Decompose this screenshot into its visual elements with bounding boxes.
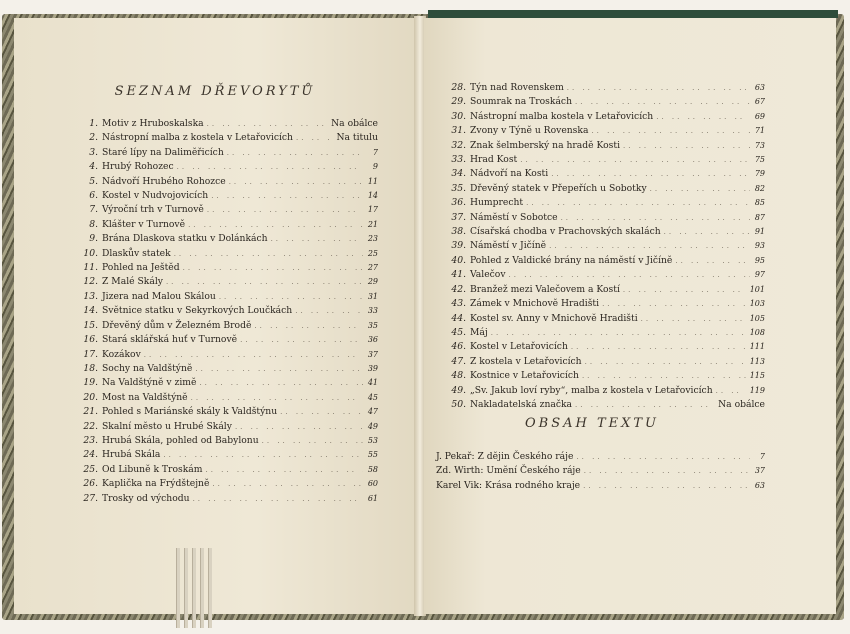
entry-number: 29. [451, 96, 466, 108]
dot-leader [207, 118, 329, 131]
entry-title: Nakladatelská značka [470, 398, 573, 410]
entry-number: 46. [451, 341, 466, 353]
entry-page-number: 61 [367, 493, 378, 503]
entry-page-number: 53 [367, 435, 378, 445]
entry-number: 10. [83, 247, 98, 259]
entry-title: Most na Valdštýnĕ [102, 391, 188, 403]
dot-leader [254, 320, 363, 333]
toc-entry [82, 492, 378, 506]
entry-number: 16. [83, 334, 98, 346]
entry-title: Dřevĕný statek v Přepeřích u Sobotky [470, 182, 647, 194]
entry-number: 44. [451, 312, 466, 324]
entry-number: 14. [83, 305, 98, 317]
entry-page-number: 111 [749, 342, 765, 352]
dot-leader [207, 204, 363, 217]
entry-page-number: 14 [367, 191, 378, 201]
entry-page-number: 25 [367, 248, 378, 258]
toc-entry [82, 117, 378, 131]
entry-page-number: Na obálce [718, 398, 765, 410]
dot-leader [526, 197, 750, 210]
toc-entry [450, 398, 765, 412]
entry-page-number: 9 [372, 162, 378, 172]
entry-number: 47. [451, 355, 466, 367]
woodcut-list-title: SEZNAM DŘEVORYTŮ [114, 84, 316, 99]
entry-title: Hrubý Rohozec [102, 161, 174, 173]
toc-entry [82, 131, 378, 145]
entry-title: Z kostela v Letařovicích [470, 355, 582, 367]
dot-leader [491, 327, 747, 340]
toc-entry [82, 405, 378, 419]
dot-leader [183, 262, 363, 275]
dot-leader [575, 399, 715, 412]
entry-title: Hrubá Skála, pohled od Babylonu [102, 434, 259, 446]
entry-number: 3. [89, 146, 98, 158]
entry-page-number: 82 [754, 183, 765, 193]
dot-leader [576, 451, 750, 464]
dot-leader [650, 183, 750, 196]
toc-entry [82, 146, 378, 160]
entry-page-number: 29 [367, 277, 378, 287]
dot-leader [240, 334, 363, 347]
entry-title: Znak šelmberský na hradĕ Kosti [470, 139, 621, 151]
entry-number: 24. [83, 449, 98, 461]
entry-title: Kostel sv. Anny v Mnichovĕ Hradišti [470, 312, 638, 324]
entry-page-number: 23 [367, 234, 378, 244]
dot-leader [585, 356, 747, 369]
entry-page-number: 108 [749, 327, 765, 337]
entry-title: Námĕstí v Sobotce [470, 211, 558, 223]
entry-number: 33. [451, 154, 466, 166]
dot-leader [211, 190, 363, 203]
dot-leader [583, 480, 750, 493]
dot-leader [623, 284, 747, 297]
dot-leader [144, 349, 363, 362]
entry-title: Týn nad Rovenskem [470, 82, 564, 93]
toc-entry [450, 110, 765, 124]
entry-number: 50. [451, 398, 466, 410]
dot-leader [166, 276, 363, 289]
entry-number: 8. [89, 218, 98, 230]
entry-page-number: 63 [754, 83, 765, 92]
bookmark-ribbons[interactable] [172, 548, 216, 628]
entry-page-number: 37 [367, 349, 378, 359]
entry-number: 34. [451, 168, 466, 180]
entry-title: Na Valdštýnĕ v zimĕ [102, 377, 197, 389]
dot-leader [296, 132, 333, 145]
toc-entry [82, 203, 378, 217]
toc-entry [450, 312, 765, 326]
toc-entry [82, 448, 378, 462]
entry-page-number: 67 [754, 97, 765, 107]
entry-number: 32. [451, 139, 466, 151]
entry-title: Zvony v Týnĕ u Rovenska [470, 125, 589, 137]
entry-page-number: 27 [367, 263, 378, 273]
dot-leader [195, 363, 363, 376]
entry-title: Zámek v Mnichovĕ Hradišti [470, 298, 600, 310]
entry-title: Kostel v Letařovicích [470, 341, 568, 353]
entry-title: Humprecht [470, 197, 524, 209]
toc-entry [450, 95, 765, 109]
entry-title: Výroční trh v Turnově [102, 204, 204, 216]
toc-entry [450, 384, 765, 398]
entry-page-number: 63 [754, 480, 765, 490]
toc-entry [450, 196, 765, 210]
dot-leader [656, 111, 750, 124]
entry-title: Svĕtnice statku v Sekyrkových Loučkách [102, 305, 293, 317]
entry-title: Námĕstí v Jičínĕ [470, 240, 547, 252]
entry-number: 25. [83, 463, 98, 475]
toc-entry [82, 189, 378, 203]
entry-number: 30. [451, 110, 466, 122]
entry-number: 37. [451, 211, 466, 223]
toc-entry [82, 362, 378, 376]
entry-page-number: 11 [367, 176, 378, 186]
toc-entry [450, 182, 765, 196]
dot-leader [199, 377, 363, 390]
dot-leader [212, 478, 363, 491]
entry-page-number: 33 [367, 306, 378, 316]
toc-entry [450, 326, 765, 340]
woodcut-list-continued [450, 81, 765, 412]
entry-number: 17. [83, 348, 98, 360]
dot-leader [262, 435, 363, 448]
entry-page-number: 95 [754, 255, 765, 265]
entry-page-number: 75 [754, 155, 765, 165]
entry-page-number: 115 [749, 371, 765, 381]
dot-leader [174, 248, 363, 261]
entry-number: 18. [83, 362, 98, 374]
entry-number: 40. [451, 254, 466, 266]
dot-leader [177, 161, 363, 174]
dot-leader [509, 269, 750, 282]
entry-number: 43. [451, 298, 466, 310]
entry-number: 38. [451, 226, 466, 238]
entry-page-number: 101 [749, 284, 765, 294]
entry-title: Císařská chodba v Prachovských skalách [470, 226, 661, 238]
entry-page-number: 85 [754, 198, 765, 208]
entry-title: Z Malé Skály [102, 276, 163, 288]
toc-entry [436, 464, 765, 478]
toc-entry [82, 304, 378, 318]
entry-title: Klášter v Turnově [102, 218, 186, 230]
woodcut-list [82, 117, 378, 506]
entry-page-number: Na obálce [331, 118, 378, 129]
toc-entry [450, 139, 765, 153]
dot-leader [602, 298, 747, 311]
entry-number: 49. [451, 384, 466, 396]
dot-leader [235, 421, 363, 434]
entry-title: Sochy na Valdštýnĕ [102, 362, 193, 374]
entry-page-number: 105 [749, 313, 765, 323]
entry-number: 28. [451, 82, 466, 93]
toc-entry [82, 261, 378, 275]
entry-number: 12. [83, 276, 98, 288]
entry-page-number: 103 [749, 299, 765, 309]
entry-title: Pohled s Mariánské skály k Valdštýnu [102, 406, 278, 418]
entry-title: Karel Vik: Krása rodného kraje [436, 479, 581, 491]
entry-page-number: 113 [749, 356, 765, 366]
dot-leader [271, 233, 363, 246]
entry-page-number: 41 [367, 378, 378, 388]
entry-page-number: 71 [754, 126, 765, 136]
entry-title: Kaplička na Frýdštejnĕ [102, 478, 210, 490]
dot-leader [567, 82, 750, 95]
dot-leader [641, 313, 747, 326]
toc-entry [450, 297, 765, 311]
dot-leader [551, 168, 750, 181]
dot-leader [623, 140, 750, 153]
toc-entry [82, 160, 378, 174]
entry-title: Hrubá Skála [102, 449, 161, 461]
entry-number: 45. [451, 326, 466, 338]
entry-page-number: 7 [372, 147, 378, 157]
toc-entry [450, 211, 765, 225]
entry-title: Motiv z Hruboskalska [102, 118, 204, 129]
entry-number: 21. [83, 406, 98, 418]
entry-page-number: 73 [754, 140, 765, 150]
dot-leader [584, 465, 750, 478]
toc-entry [436, 479, 765, 493]
entry-number: 31. [451, 125, 466, 137]
toc-entry [450, 153, 765, 167]
toc-entry [450, 268, 765, 282]
entry-title: Dřevĕný dům v Železném Brodĕ [102, 319, 252, 331]
toc-entry [436, 450, 765, 464]
entry-title: „Sv. Jakub loví ryby“, malba z kostela v Letařovicích [470, 384, 713, 396]
entry-title: Soumrak na Troskách [470, 96, 573, 108]
dot-leader [219, 291, 363, 304]
entry-page-number: 31 [367, 291, 378, 301]
dot-leader [229, 176, 363, 189]
entry-page-number: 87 [754, 212, 765, 222]
entry-title: Zd. Wirth: Umĕní Českého ráje [436, 465, 581, 477]
entry-page-number: 55 [367, 450, 378, 460]
entry-number: 6. [89, 190, 98, 202]
entry-page-number: 93 [754, 241, 765, 251]
entry-title: J. Pekař: Z dĕjin Českého ráje [436, 451, 574, 462]
entry-number: 9. [89, 233, 98, 245]
entry-number: 42. [451, 283, 466, 295]
toc-entry [82, 420, 378, 434]
entry-number: 48. [451, 370, 466, 382]
toc-entry [450, 239, 765, 253]
toc-entry [82, 275, 378, 289]
entry-title: Pohled z Valdické brány na námĕstí v Jičínĕ [470, 254, 673, 266]
dot-leader [191, 392, 363, 405]
toc-entry [450, 254, 765, 268]
entry-number: 26. [83, 478, 98, 490]
entry-title: Nástropní malba kostela v Letařovicích [470, 110, 654, 122]
toc-entry [82, 434, 378, 448]
entry-number: 35. [451, 182, 466, 194]
entry-page-number: 60 [367, 479, 378, 489]
toc-entry [82, 376, 378, 390]
entry-title: Dlaskův statek [102, 247, 171, 259]
entry-page-number: 91 [754, 227, 765, 237]
toc-entry [82, 218, 378, 232]
entry-title: Valečov [470, 269, 506, 281]
entry-title: Branžež mezi Valečovem a Kostí [470, 283, 620, 295]
dot-leader [571, 341, 747, 354]
toc-entry [450, 124, 765, 138]
entry-title: Trosky od východu [102, 492, 190, 504]
entry-number: 4. [89, 161, 98, 173]
dot-leader [227, 147, 363, 160]
dot-leader [520, 154, 750, 167]
entry-number: 41. [451, 269, 466, 281]
left-page [14, 18, 416, 614]
entry-page-number: 17 [367, 205, 378, 215]
entry-number: 13. [83, 290, 98, 302]
cloth-spine-edge [428, 10, 838, 18]
toc-entry [82, 333, 378, 347]
toc-entry [82, 319, 378, 333]
entry-page-number: 21 [367, 219, 378, 229]
toc-entry [82, 175, 378, 189]
entry-number: 15. [83, 319, 98, 331]
toc-entry [82, 463, 378, 477]
entry-number: 23. [83, 434, 98, 446]
entry-page-number: 35 [367, 320, 378, 330]
entry-title: Máj [470, 326, 488, 338]
entry-number: 2. [89, 132, 98, 144]
entry-number: 11. [83, 262, 98, 274]
dot-leader [193, 493, 363, 506]
entry-title: Staré lípy na Dalimĕřicích [102, 146, 224, 158]
toc-entry [450, 355, 765, 369]
entry-page-number: 47 [367, 407, 378, 417]
dot-leader [280, 406, 363, 419]
entry-title: Od Libunĕ k Troskám [102, 463, 203, 475]
toc-entry [450, 167, 765, 181]
entry-page-number: 37 [754, 466, 765, 476]
entry-title: Jizera nad Malou Skálou [102, 290, 216, 302]
entry-page-number: 69 [754, 111, 765, 121]
entry-page-number: 97 [754, 270, 765, 280]
dot-leader [664, 226, 750, 239]
entry-title: Skalní mĕsto u Hrubé Skály [102, 420, 232, 432]
entry-number: 19. [83, 377, 98, 389]
toc-entry [82, 232, 378, 246]
toc-entry [450, 340, 765, 354]
entry-title: Kozákov [102, 348, 141, 360]
entry-page-number: 119 [749, 385, 765, 395]
entry-title: Kostnice v Letařovicích [470, 370, 579, 382]
entry-title: Stará sklářská huť v Turnovĕ [102, 334, 238, 346]
toc-entry [82, 290, 378, 304]
entry-title: Pohled na Ještĕd [102, 262, 180, 274]
right-page [424, 18, 836, 614]
toc-entry [450, 81, 765, 95]
entry-number: 22. [83, 420, 98, 432]
entry-number: 39. [451, 240, 466, 252]
dot-leader [575, 96, 750, 109]
dot-leader [675, 255, 750, 268]
dot-leader [582, 370, 747, 383]
entry-page-number: 7 [759, 452, 765, 461]
entry-page-number: 58 [367, 464, 378, 474]
entry-number: 36. [451, 197, 466, 209]
entry-page-number: 45 [367, 392, 378, 402]
entry-page-number: 39 [367, 363, 378, 373]
dot-leader [295, 305, 363, 318]
entry-title: Hrad Kost [470, 154, 518, 166]
entry-number: 20. [83, 391, 98, 403]
dot-leader [561, 212, 750, 225]
dot-leader [716, 385, 747, 398]
toc-entry [82, 477, 378, 491]
dot-leader [188, 219, 363, 232]
dot-leader [549, 240, 750, 253]
entry-title: Brána Dlaskova statku v Dolánkách [102, 233, 268, 245]
entry-page-number: Na titulu [336, 132, 378, 144]
entry-title: Nástropní malba z kostela v Letařovicích [102, 132, 293, 144]
entry-title: Kostel v Nudvojovicích [102, 190, 209, 202]
toc-entry [450, 283, 765, 297]
text-contents-list [436, 450, 765, 493]
text-contents-title: OBSAH TEXTU [524, 416, 660, 431]
toc-entry [450, 225, 765, 239]
dot-leader [205, 464, 363, 477]
entry-number: 5. [89, 175, 98, 187]
entry-page-number: 79 [754, 169, 765, 179]
entry-page-number: 36 [367, 335, 378, 345]
toc-entry [450, 369, 765, 383]
dot-leader [163, 449, 363, 462]
toc-entry [82, 247, 378, 261]
entry-title: Nádvoří Hrubého Rohozce [102, 175, 226, 187]
entry-number: 27. [83, 492, 98, 504]
entry-number: 7. [89, 204, 98, 216]
entry-number: 1. [89, 118, 98, 129]
toc-entry [82, 348, 378, 362]
dot-leader [591, 125, 750, 138]
entry-page-number: 49 [367, 421, 378, 431]
entry-title: Nádvoří na Kosti [470, 168, 549, 180]
toc-entry [82, 391, 378, 405]
